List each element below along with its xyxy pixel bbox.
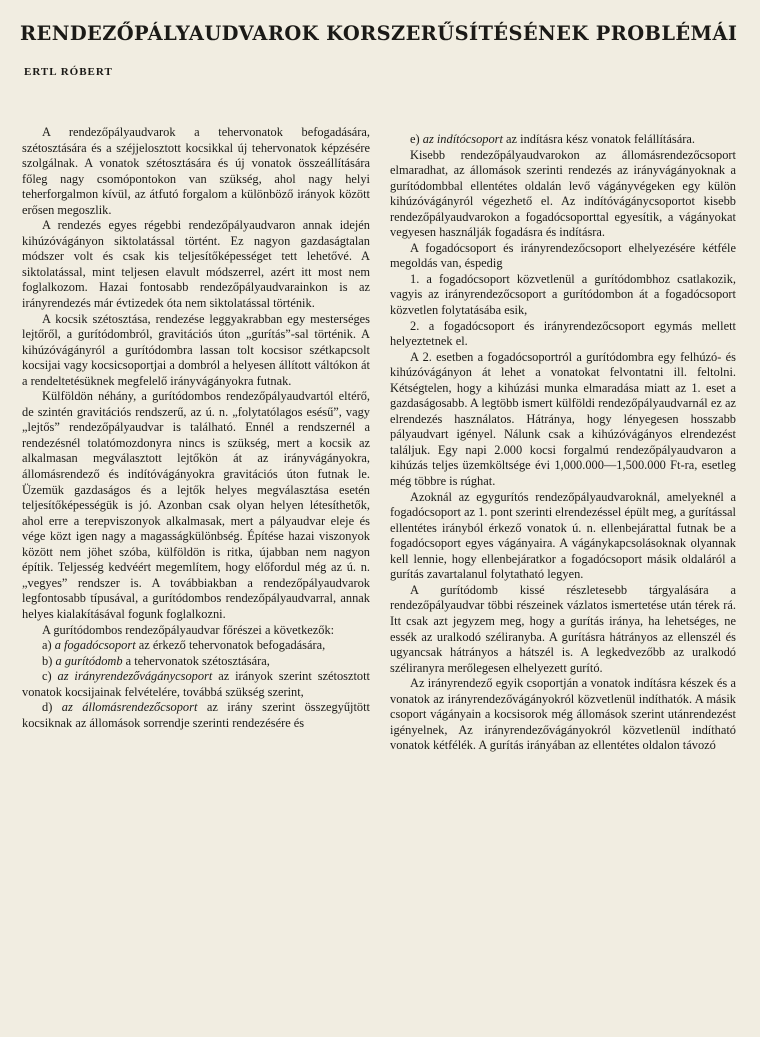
- list-item: [22, 700, 370, 731]
- list-item-marker: c): [42, 669, 52, 684]
- list-item-text: az irány szerint összegyűjtött kocsiknak az állomások sorrendje szerinti rendezésére és: [22, 700, 370, 730]
- list-item-term: az indítócsoport: [422, 132, 503, 146]
- paragraph: A 2. esetben a fogadócsoportról a gurítódombra egy felhúzó- és kihúzóvágányon át lehet a vonatokat felvontatni ill. feltolni. Kétségtelen, hogy a kihúzási munka elmaradása miatt az 1. eset a gazdaságosabb. A legtöbb ismert külföldi rendezőpályaudvarnál ez az elrendezés használatos. Hátránya, hogy lényegesen hosszabb pályaudvart igényel. Nálunk csak a kihúzóvágányos elrendezést találjuk. Egy napi 2.000 kocsi forgalmú rendezőpályaudvaron a kihúzás teljes üzemköltsége évi 1,000.000—1,500.000 Ft-ra, esetleg még többre is rúghat.: [390, 349, 736, 489]
- list-item-text: az érkező tehervonatok befogadására,: [135, 638, 326, 653]
- list-item-term: az állomásrendezőcsoport: [61, 700, 198, 715]
- list-item: [22, 669, 370, 700]
- list-item-term: a gurítódomb: [55, 653, 123, 668]
- paragraph: A fogadócsoport és irányrendezőcsoport elhelyezésére kétféle megoldás van, éspedig: [390, 240, 736, 271]
- paragraph: 1. a fogadócsoport közvetlenül a gurítódombhoz csatlakozik, vagyis az irányrendezőcsoport a gurítódombon át a fogadócsoport közvetlen folytatásába esik,: [390, 271, 736, 318]
- paragraph: A rendezés egyes régebbi rendezőpályaudvaron annak idején kihúzóvágányon siktolatással történt. Ez nagyon gazdaságtalan módszer volt és csak kis teljesítőképességet tett lehetővé. A siktolatással, mint teljesen elavult módszerrel, azért itt most nem foglalkozom. Hazai fontosabb rendezőpályaudvarainkon is az irányrendezés már évtizedek óta nem siktolatással történik.: [22, 218, 370, 311]
- paragraph: Külföldön néhány, a gurítódombos rendezőpályaudvartól eltérő, de szintén gravitációs rendszerű, az ú. n. „folytatólagos esésű”, vagy „lejtős” rendezőpályaudvar is található. Ennél a rendszernél a rendezésnél tolatómozdonyra nincs is szükség, mert a kocsik az alkalmasan megválasztott lejtőkön át az irányvágányokra, állomásrendező és indítóvágányokra gravitációs úton futnak le. Üzemük gazdaságos és a lejtők helyes megválasztása esetén teljesítőképességük is jó. Azonban csak olyan helyen létesíthetők, ahol erre a terepviszonyok alkalmasak, mert a pályaudvar eleje és vége közt igen nagy a magasságkülönbség. Építése hazai viszonyok között nem jöhet szóba, külföldön is ritka, újabban nem nagyon építik. Teljesség kedvéért megemlítem, hogy előfordul még az ú. n. „vegyes” rendszer is. A továbbiakban a rendezőpályaudvarok legfontosabb típusával, a gurítódombos rendezőpályaudvarral, annak helyes kialakításával fogunk foglalkozni.: [22, 389, 370, 621]
- list-item-marker: b): [42, 653, 53, 668]
- paragraph: Az irányrendező egyik csoportján a vonatok indításra készek és a vonatok az irányrendezővágányokról közvetlenül indíthatók. A másik csoport vágányain a kocsisorok még állomások szerint utánrendezést igényelnek, Az irányrendezővágányokról közvetlenül indítható vonatok kétfélék. A gurítás irányában az ellentétes oldalon távozó: [390, 676, 736, 753]
- right-column: [390, 132, 736, 754]
- list-item: [390, 132, 736, 148]
- article-author: ERTL RÓBERT: [24, 66, 113, 78]
- list-item-marker: a): [42, 638, 52, 653]
- paragraph: Kisebb rendezőpályaudvarokon az állomásrendezőcsoport elmaradhat, az állomások szerinti rendezés az irányvágányoknak a gurítódombbal ellentétes oldalán levő vágányvégeken egy külön kihúzóvágányról végezhető el. Az indítóvágánycsoportot kisebb rendezőpályaudvarokon a fogadócsoporttal egyesítik, a vágányokat vegyesen használják fogadásra és indításra.: [390, 147, 736, 240]
- left-column: [22, 125, 370, 731]
- list-item-term: a fogadócsoport: [54, 638, 136, 653]
- paragraph: A gurítódomb kissé részletesebb tárgyalására a rendezőpályaudvar többi részeinek vázlatos ismertetése után térek rá. Itt csak azt jegyzem meg, hogy a gurítás iránya, ha lehetséges, ne essék az uralkodó széliranyba. A gurításra hátrányos az ellenszél és ugyancsak hátrányos a hátszél is. A legkedvezőbb az uralkodó széliranyra merőlegesen elhelyezett gurító.: [390, 582, 736, 675]
- list-item-marker: d): [42, 700, 53, 715]
- list-item: [22, 638, 370, 654]
- paragraph: Azoknál az egygurítós rendezőpályaudvaroknál, amelyeknél a fogadócsoport az 1. pont szerinti elrendezéssel épült meg, a gurítással ellentétes irányból érkező vonatok ú. n. ellenbejárattal futnak be a fogadócsoport egyes vágányaira. A vágánykapcsolásoknak olyannak kell lennie, hogy ellenbejáratkor a fogadócsoport másik oldaláról a gurítás zavartalanul folytatható legyen.: [390, 489, 736, 582]
- list-item-term: az irányrendezővágánycsoport: [57, 669, 213, 684]
- list-item: [22, 654, 370, 670]
- list-item-marker: e): [410, 132, 420, 146]
- list-item-text: az irányok szerint szétosztott vonatok kocsijainak felvételére, továbbá szükség szerint,: [22, 669, 370, 699]
- paragraph: A kocsik szétosztása, rendezése leggyakrabban egy mesterséges lejtőről, a gurítódombról, gravitációs úton „gurítás”-sal történik. A kihúzóvágányról a gurítódombra lassan tolt kocsisor szétkapcsolt kocsijai vagy kocsicsoportjai a dombról a helyesen állított váltókon át a rendeltetésüknek megfelelő irányvágányokra futnak.: [22, 311, 370, 388]
- article-title: RENDEZŐPÁLYAUDVAROK KORSZERŰSÍTÉSÉNEK PROBLÉMÁI: [20, 22, 738, 45]
- paragraph: A gurítódombos rendezőpályaudvar főrészei a következők:: [42, 622, 335, 637]
- paragraph: 2. a fogadócsoport és irányrendezőcsoport egymás mellett helyeztetnek el.: [390, 318, 736, 349]
- list-item-text: a tehervonatok szétosztására,: [122, 653, 270, 668]
- list-item-text: az indításra kész vonatok felállítására.: [502, 132, 695, 146]
- paragraph: A rendezőpályaudvarok a tehervonatok befogadására, szétosztására és a széjjelosztott kocsikkal új tehervonatok képzésére szolgálnak. A vonatok szétosztására és új vonatok összeállítására főleg nagy csomópontokon van szükség, ahol nagy helyi teherforgalmon kívül, az átfutó forgalom a különböző irányok között erősen megoszlik.: [22, 125, 370, 217]
